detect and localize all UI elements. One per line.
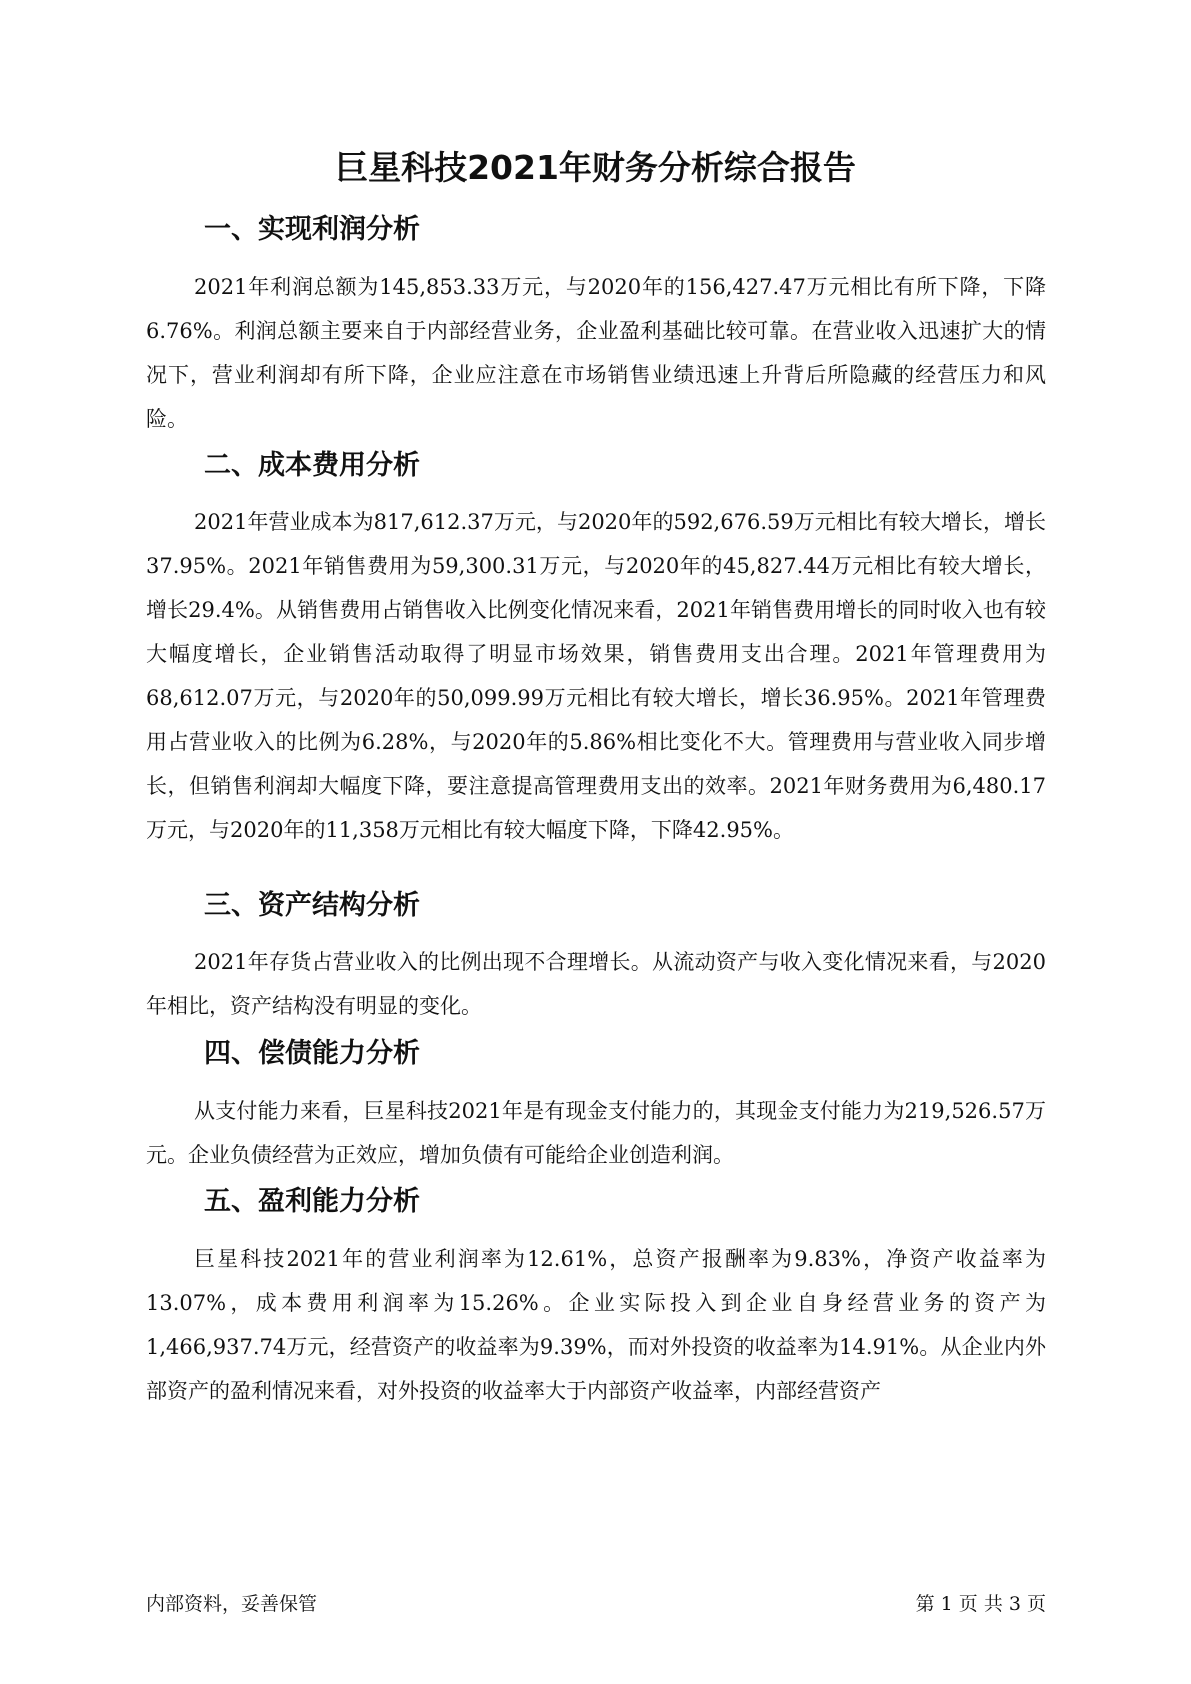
footer-confidential-note: 内部资料，妥善保管 bbox=[146, 1593, 318, 1615]
section-heading-cost: 二、成本费用分析 bbox=[204, 450, 420, 481]
section-heading-profitability: 五、盈利能力分析 bbox=[204, 1186, 420, 1217]
section-body-asset-structure: 2021年存货占营业收入的比例出现不合理增长。从流动资产与收入变化情况来看，与2020年相比，资产结构没有明显的变化。 bbox=[146, 950, 1046, 1018]
section-heading-asset-structure: 三、资产结构分析 bbox=[204, 890, 420, 921]
document-title: 巨星科技2021年财务分析综合报告 bbox=[335, 148, 856, 187]
section-body-profit: 2021年利润总额为145,853.33万元，与2020年的156,427.47万元相比有所下降，下降6.76%。利润总额主要来自于内部经营业务，企业盈利基础比较可靠。在营业收入迅速扩大的情况下，营业利润却有所下降，企业应注意在市场销售业绩迅速上升背后所隐藏的经营压力和风险。 bbox=[146, 275, 1046, 431]
footer-page-number: 第 1 页 共 3 页 bbox=[915, 1593, 1046, 1615]
section-body-solvency: 从支付能力来看，巨星科技2021年是有现金支付能力的，其现金支付能力为219,526.57万元。企业负债经营为正效应，增加负债有可能给企业创造利润。 bbox=[146, 1099, 1046, 1167]
section-body-profitability: 巨星科技2021年的营业利润率为12.61%，总资产报酬率为9.83%，净资产收益率为13.07%，成本费用利润率为15.26%。企业实际投入到企业自身经营业务的资产为1,466,937.74万元，经营资产的收益率为9.39%，而对外投资的收益率为14.91%。从企业内外部资产的盈利情况来看，对外投资的收益率大于内部资产收益率，内部经营资产 bbox=[146, 1247, 1046, 1403]
section-heading-profit: 一、实现利润分析 bbox=[204, 214, 420, 245]
section-body-cost: 2021年营业成本为817,612.37万元，与2020年的592,676.59万元相比有较大增长，增长37.95%。2021年销售费用为59,300.31万元，与2020年的45,827.44万元相比有较大增长，增长29.4%。从销售费用占销售收入比例变化情况来看，2021年销售费用增长的同时收入也有较大幅度增长，企业销售活动取得了明显市场效果，销售费用支出合理。2021年管理费用为68,612.07万元，与2020年的50,099.99万元相比有较大增长，增长36.95%。2021年管理费用占营业收入的比例为6.28%，与2020年的5.86%相比变化不大。管理费用与营业收入同步增长，但销售利润却大幅度下降，要注意提高管理费用支出的效率。2021年财务费用为6,480.17万元，与2020年的11,358万元相比有较大幅度下降，下降42.95%。 bbox=[146, 510, 1046, 842]
section-heading-solvency: 四、偿债能力分析 bbox=[204, 1038, 420, 1069]
